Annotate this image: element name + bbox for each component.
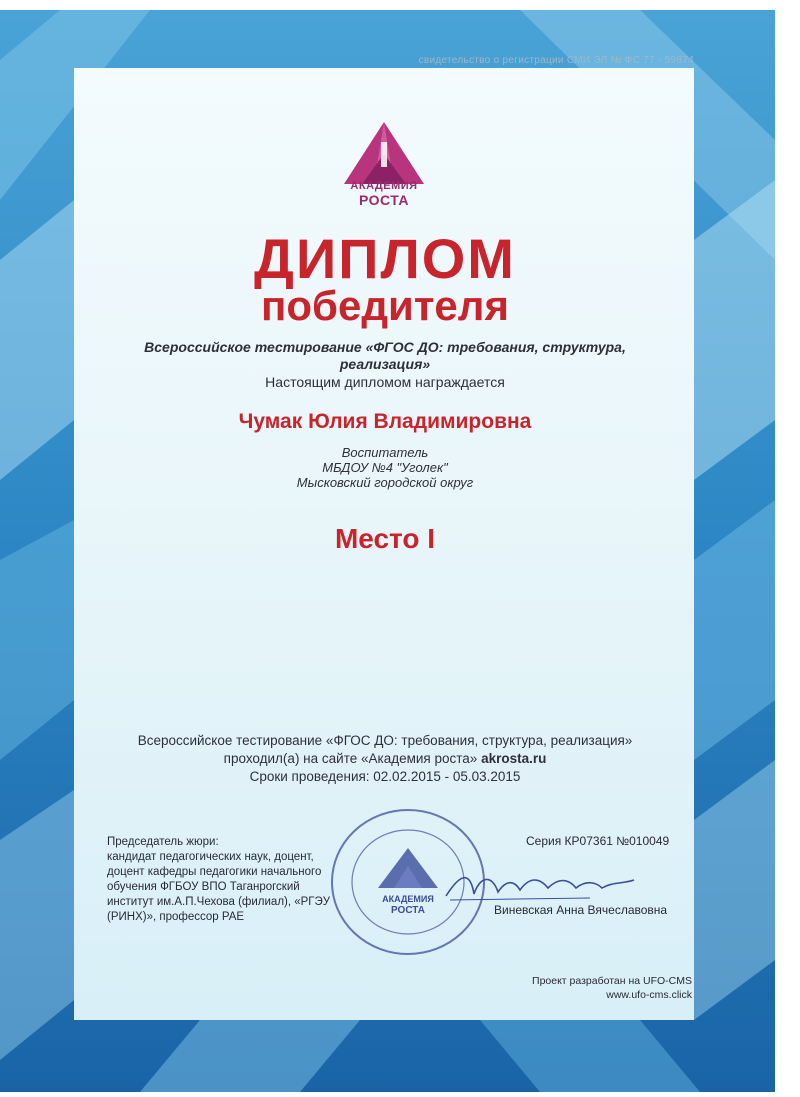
jury-line: кандидат педагогических наук, доцент,: [107, 851, 314, 863]
bottom-site-line: [100, 751, 670, 766]
series-number: Серия КР07361 №010049: [526, 834, 670, 848]
recipient-district: Мысковский городской округ: [296, 475, 474, 490]
recipient-name: Чумак Юлия Владимировна: [238, 410, 532, 433]
site-text: проходил(а) на сайте «Академия роста»: [223, 751, 478, 766]
place-award: Место I: [334, 523, 436, 554]
jury-line: обучения ФГБОУ ВПО Таганрогский: [107, 881, 300, 893]
recipient-position: Воспитатель: [341, 445, 429, 460]
jury-line: (РИНХ)», профессор РАЕ: [107, 911, 245, 923]
logo-text: АКАДЕМИЯ: [350, 180, 418, 192]
logo-text: РОСТА: [358, 192, 410, 208]
stamp-text: РОСТА: [391, 905, 425, 916]
diploma-title: ДИПЛОМ: [254, 227, 516, 290]
jury-line: институт им.А.П.Чехова (филиал), «РГЭУ: [107, 896, 331, 908]
registration-note: свидетельство о регистрации СМИ ЭЛ № ФС 77 - 59874: [418, 55, 694, 66]
dates-line: Сроки проведения: 02.02.2015 - 05.03.2015: [249, 769, 521, 784]
jury-line: Председатель жюри:: [107, 836, 219, 848]
site-link: akrosta.ru: [481, 751, 547, 766]
project-line: Проект разработан на UFO-CMS: [532, 975, 692, 987]
diploma-subtitle: победителя: [261, 282, 509, 329]
handwritten-signature: [440, 866, 640, 906]
event-line: реализация»: [339, 356, 431, 372]
jury-line: доцент кафедры педагогики начального: [107, 866, 322, 878]
signer-name: Виневская Анна Вячеславовна: [494, 903, 668, 917]
stamp-text: АКАДЕМИЯ: [382, 894, 434, 904]
awarded-text: Настоящим дипломом награждается: [265, 374, 505, 390]
recipient-institution: МБДОУ №4 "Уголек": [322, 460, 448, 475]
event-line: Всероссийское тестирование «ФГОС ДО: требования, структура,: [144, 339, 626, 355]
project-credit: [532, 974, 692, 1002]
bottom-event-line: Всероссийское тестирование «ФГОС ДО: требования, структура, реализация»: [137, 733, 633, 748]
project-link: www.ufo-cms.click: [606, 989, 692, 1001]
jury-block: [107, 835, 347, 925]
